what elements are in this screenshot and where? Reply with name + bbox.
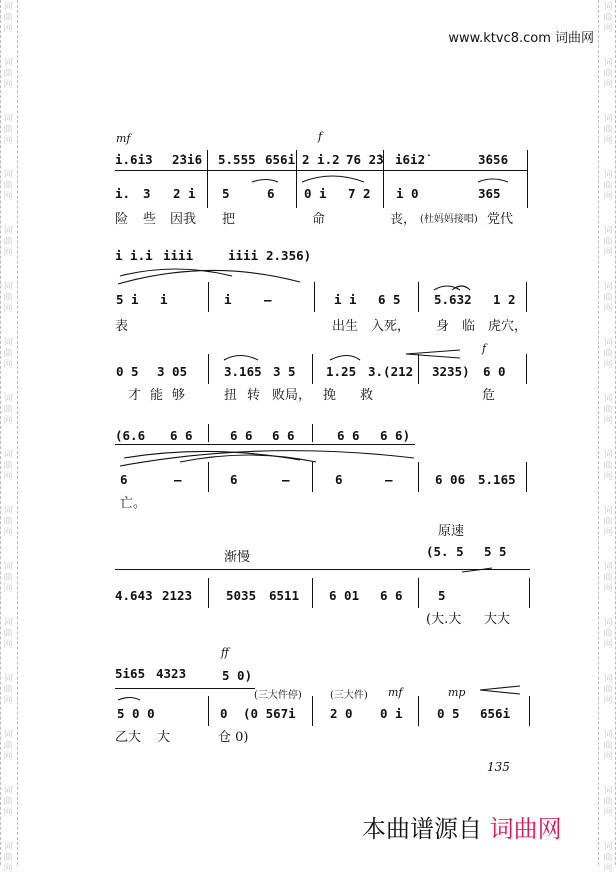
note-group: 6 6 xyxy=(272,428,295,443)
note-group: (0 567i xyxy=(243,706,296,721)
lyric: 出生 xyxy=(332,319,359,334)
lyric: 入死， xyxy=(371,319,411,334)
watermark-text: 词 曲 网 xyxy=(3,730,13,762)
watermark-text: 词 曲 网 xyxy=(3,562,13,594)
direction-tacet: (三大件停) xyxy=(254,690,302,701)
note-group: 1.25 xyxy=(326,364,357,379)
note-group: 6 6 xyxy=(337,428,360,443)
watermark-text: 词 曲 网 xyxy=(603,842,613,874)
watermark-text: 词 曲 网 xyxy=(3,842,13,874)
note-group: 6511 xyxy=(269,588,300,603)
note-group: – xyxy=(282,472,290,487)
watermark-text: 词 曲 网 xyxy=(603,506,613,538)
note-group: i xyxy=(160,292,168,307)
lyric: 临 xyxy=(462,319,476,334)
watermark-text: 词 曲 网 xyxy=(603,674,613,706)
note-group: – xyxy=(385,472,393,487)
watermark-text: 词 曲 网 xyxy=(603,114,613,146)
note-group: i xyxy=(224,292,232,307)
note-group: 6 xyxy=(267,186,275,201)
note-group: 5035 xyxy=(226,588,257,603)
slur xyxy=(118,270,300,284)
watermark-text: 词 曲 网 xyxy=(3,618,13,650)
lyric: 扭 xyxy=(224,388,238,403)
watermark-text: 词 曲 网 xyxy=(3,58,13,90)
note-group: 3̇656 xyxy=(478,152,509,167)
watermark-text: 词 曲 网 xyxy=(603,450,613,482)
lyric: 够 xyxy=(172,388,186,403)
watermark-text: 词 曲 网 xyxy=(3,2,13,34)
watermark-text: 词 曲 网 xyxy=(603,226,613,258)
lyric: 丧， xyxy=(390,212,417,227)
note-group: 3 05 xyxy=(157,364,188,379)
note-group: iiii xyxy=(228,248,259,263)
slur xyxy=(478,179,508,182)
percussion: 大 xyxy=(157,730,171,745)
note-group: 2 i.2 xyxy=(302,152,340,167)
note-group: 1 2 xyxy=(493,292,516,307)
watermark-text: 词 曲 网 xyxy=(3,114,13,146)
slur xyxy=(434,286,460,290)
slur xyxy=(118,698,140,701)
watermark-text: 词 曲 网 xyxy=(603,618,613,650)
lyric: 救 xyxy=(360,388,374,403)
direction-tacet: (三大件) xyxy=(330,690,368,701)
note-group: 4.643 xyxy=(115,588,153,603)
watermark-text: 词 曲 网 xyxy=(603,786,613,818)
lyric: 表 xyxy=(115,319,129,334)
dynamic-mp: mp xyxy=(448,686,466,699)
source-footer xyxy=(362,809,562,844)
dynamic-f: f xyxy=(482,342,487,355)
watermark-text: 词 曲 网 xyxy=(3,674,13,706)
lyric: 些 xyxy=(143,212,157,227)
watermark-text: 词 曲 网 xyxy=(603,394,613,426)
watermark-text: 词 曲 网 xyxy=(3,170,13,202)
tie xyxy=(462,568,492,572)
percussion: 大大 xyxy=(484,612,511,627)
note-group: 7 2 xyxy=(348,186,371,201)
lyric: 虎穴， xyxy=(488,319,528,334)
direction-slow: 渐慢 xyxy=(224,550,251,565)
note-group: 3.(212 xyxy=(368,364,414,379)
note-group: (6.6 xyxy=(115,428,146,443)
direction-interjection: (杜妈妈接唱) xyxy=(420,214,478,225)
note-group: 3.165 xyxy=(224,364,262,379)
note-group: 656i xyxy=(265,152,296,167)
site-header[interactable]: www.ktvc8.com 词曲网 xyxy=(448,31,594,46)
note-group: 6 xyxy=(335,472,343,487)
watermark-text: 词 曲 网 xyxy=(603,562,613,594)
note-group: 5 0) xyxy=(222,668,253,683)
lyric: 挽 xyxy=(323,388,337,403)
footer-prefix: 本曲谱源自 xyxy=(362,815,482,843)
note-group: 3235) xyxy=(432,364,470,379)
lyric: 能 xyxy=(150,388,164,403)
note-group: 0 5 xyxy=(437,706,460,721)
note-group: (5. 5 xyxy=(426,544,464,559)
note-group: – xyxy=(174,472,182,487)
note-group: 0 i xyxy=(380,706,403,721)
lyric: 亡。 xyxy=(120,496,147,511)
note-group: i6i2̇ xyxy=(395,152,426,167)
percussion: (大.大 xyxy=(426,612,462,627)
crescendo-hairpin xyxy=(406,350,460,358)
note-group: 6 6 xyxy=(380,588,403,603)
note-group: i i.i xyxy=(115,248,153,263)
note-group: i 0 xyxy=(396,186,419,201)
note-group: 5 xyxy=(222,186,230,201)
watermark-text: 词 曲 网 xyxy=(3,450,13,482)
note-group: 76 2̇3 xyxy=(346,152,384,167)
note-group: 5.165 xyxy=(478,472,516,487)
note-group: 656i xyxy=(480,706,511,721)
percussion: 乙大 xyxy=(115,730,142,745)
note-group: 2123 xyxy=(162,588,193,603)
watermark-text: 词 曲 网 xyxy=(603,282,613,314)
note-group: 6 6 xyxy=(230,428,253,443)
watermark-text: 词 曲 网 xyxy=(603,58,613,90)
note-group: – xyxy=(264,292,272,307)
lyric: 危 xyxy=(482,388,496,403)
crescendo-hairpin xyxy=(480,686,520,694)
note-group: 2.356) xyxy=(266,248,312,263)
note-group: 6 xyxy=(230,472,238,487)
note-group: 3 5 xyxy=(273,364,296,379)
note-group: 2 0 xyxy=(330,706,353,721)
note-group: 5i65 xyxy=(115,666,146,681)
watermark-text: 词 曲 网 xyxy=(603,2,613,34)
watermark-text: 词 曲 网 xyxy=(3,282,13,314)
watermark-text: 词 曲 网 xyxy=(3,506,13,538)
lyric: 身 xyxy=(436,319,450,334)
lyric: 险 xyxy=(115,212,129,227)
lyric: 转 xyxy=(247,388,261,403)
page-number: 135 xyxy=(487,760,510,774)
lyric: 把 xyxy=(222,212,236,227)
note-group: 6 6 xyxy=(170,428,193,443)
watermark-text: 词 曲 网 xyxy=(603,170,613,202)
slur xyxy=(252,180,278,183)
slur xyxy=(224,356,258,361)
dynamic-mf: mf xyxy=(116,132,131,145)
note-group: iiii xyxy=(163,248,194,263)
note-group: 4323 xyxy=(156,666,187,681)
slur xyxy=(452,286,470,290)
note-group: 5 xyxy=(438,588,446,603)
note-group: 365 xyxy=(478,186,501,201)
dynamic-f: f xyxy=(318,130,323,143)
note-group: 6 5 xyxy=(378,292,401,307)
note-group: 6 xyxy=(120,472,128,487)
lyric: 命 xyxy=(312,212,326,227)
lyric: 败局， xyxy=(272,388,312,403)
note-group: 0 xyxy=(220,706,228,721)
watermark-text: 词 曲 网 xyxy=(603,730,613,762)
lyric: 党代 xyxy=(487,212,514,227)
note-group: 6 6) xyxy=(380,428,411,443)
note-group: 2 i xyxy=(173,186,196,201)
note-group: 5.632 xyxy=(434,292,472,307)
watermark-text: 词 曲 网 xyxy=(3,394,13,426)
note-group: 5 5 xyxy=(484,544,507,559)
footer-brand[interactable]: 词曲网 xyxy=(489,815,562,843)
slur xyxy=(302,176,364,182)
note-group: 6 01 xyxy=(329,588,360,603)
note-group: 5 0 0 xyxy=(117,706,155,721)
dynamic-mf: mf xyxy=(388,686,403,699)
watermark-text: 词 曲 网 xyxy=(603,338,613,370)
note-group: i. xyxy=(115,186,131,201)
note-group: 6 0 xyxy=(483,364,506,379)
note-group: 3 xyxy=(143,186,151,201)
watermark-text: 词 曲 网 xyxy=(3,786,13,818)
note-group: 5 i xyxy=(116,292,139,307)
note-group: 0 i xyxy=(304,186,327,201)
watermark-text: 词 曲 网 xyxy=(3,226,13,258)
percussion: 仓 0) xyxy=(218,730,249,745)
slur xyxy=(330,356,360,361)
note-group: 2̇3i6 xyxy=(172,152,203,167)
note-group: 5.555 xyxy=(218,152,256,167)
note-group: i i xyxy=(334,292,357,307)
slur xyxy=(180,455,316,462)
direction-tempo: 原速 xyxy=(438,524,465,539)
note-group: i.6i3 xyxy=(115,152,153,167)
dynamic-ff: ff xyxy=(221,646,229,659)
note-group: 6 06 xyxy=(435,472,466,487)
lyric: 因我 xyxy=(170,212,197,227)
lyric: 才 xyxy=(128,388,142,403)
note-group: 0 5 xyxy=(116,364,139,379)
watermark-text: 词 曲 网 xyxy=(3,338,13,370)
